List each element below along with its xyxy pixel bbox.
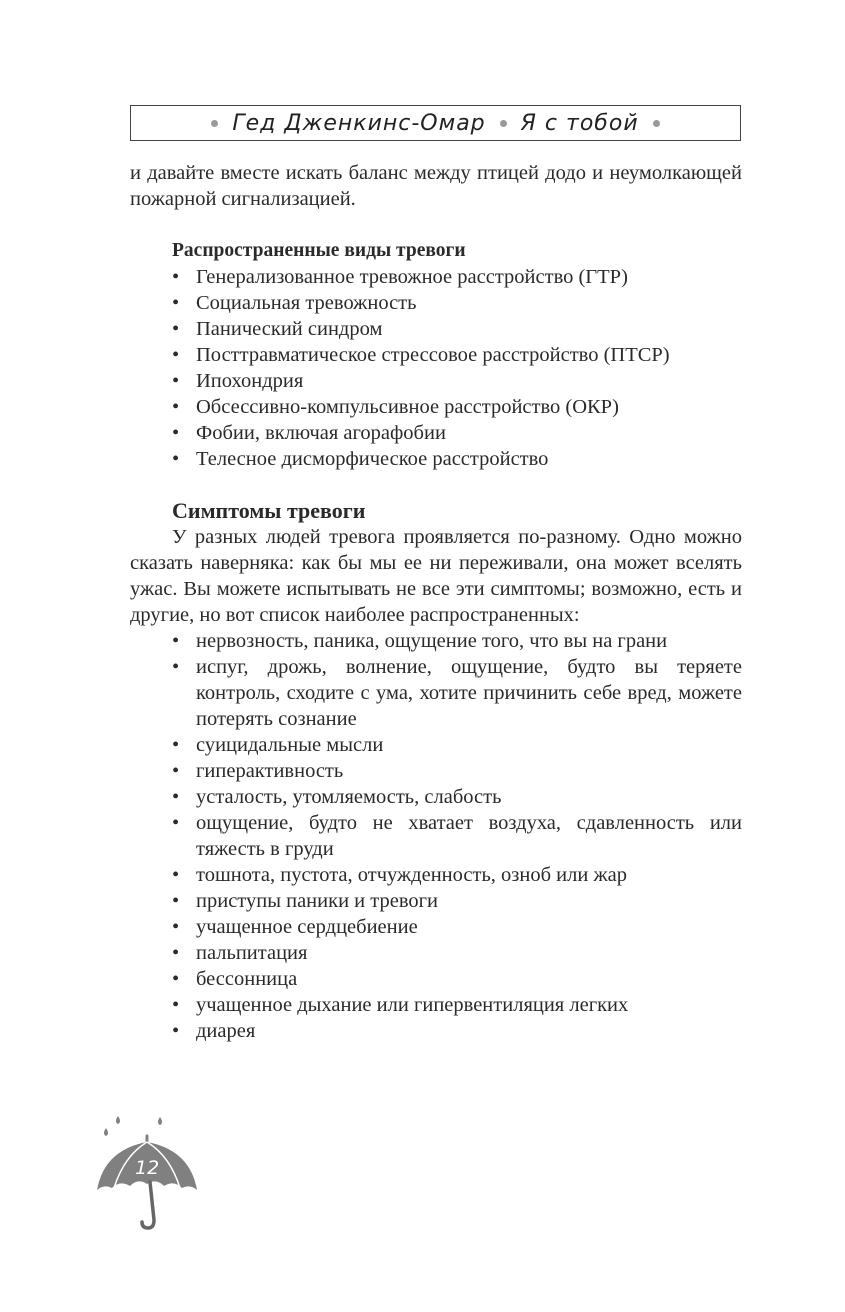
list-item: • нервозность, паника, ощущение того, что вы на грани — [130, 628, 742, 654]
list-item: • испуг, дрожь, волнение, ощущение, будто вы теряете контроль, сходите с ума, хотите причинить себе вред, можете потерять сознание — [130, 654, 742, 732]
header-title: Я с тобой — [520, 110, 639, 136]
raindrop-icon — [158, 1117, 162, 1125]
list-item: • учащенное дыхание или гипервентиляция легких — [130, 992, 742, 1018]
list-item: • гиперактивность — [130, 758, 742, 784]
list-item: • пальпитация — [130, 940, 742, 966]
symptoms-list — [130, 628, 742, 1044]
list-item: • бессонница — [130, 966, 742, 992]
raindrop-icon — [116, 1116, 120, 1124]
list-item: • Панический синдром — [130, 316, 742, 342]
list-item: • Социальная тревожность — [130, 290, 742, 316]
raindrop-icon — [104, 1128, 108, 1136]
list-item: • ощущение, будто не хватает воздуха, сдавленность или тяжесть в груди — [130, 810, 742, 862]
types-list — [130, 264, 742, 472]
intro-paragraph: и давайте вместе искать баланс между птицей додо и неумолкающей пожарной сигнализацией. — [130, 162, 742, 210]
list-item: • усталость, утомляемость, слабость — [130, 784, 742, 810]
list-item: • Посттравматическое стрессовое расстройство (ПТСР) — [130, 342, 742, 368]
header-author: Гед Дженкинс-Омар — [232, 110, 486, 136]
bullet-dot-icon — [653, 120, 660, 127]
list-item: • диарея — [130, 1018, 742, 1044]
list-item: • учащенное сердцебиение — [130, 914, 742, 940]
list-item: • Телесное дисморфическое расстройство — [130, 446, 742, 472]
bullet-dot-icon — [500, 120, 507, 127]
list-item: • Обсессивно-компульсивное расстройство (ОКР) — [130, 394, 742, 420]
list-item: • Ипохондрия — [130, 368, 742, 394]
umbrella-icon — [92, 1112, 202, 1232]
bullet-dot-icon — [211, 120, 218, 127]
symptoms-paragraph: У разных людей тревога проявляется по-разному. Одно можно сказать наверняка: как бы мы ее ни переживали, она может вселять ужас. Вы можете испытывать не все эти симптомы; возможно, есть и другие, но вот список наиболее распространенных: — [130, 526, 742, 626]
symptoms-heading: Симптомы тревоги — [172, 498, 366, 523]
list-item: • суицидальные мысли — [130, 732, 742, 758]
list-item: • тошнота, пустота, отчужденность, озноб или жар — [130, 862, 742, 888]
list-item: • Фобии, включая агорафобии — [130, 420, 742, 446]
page-number: 12 — [135, 1157, 160, 1179]
list-item: • приступы паники и тревоги — [130, 888, 742, 914]
list-item: • Генерализованное тревожное расстройство (ГТР) — [130, 264, 742, 290]
running-head — [130, 105, 741, 141]
page-content — [130, 160, 742, 1044]
types-heading: Распространенные виды тревоги — [172, 240, 466, 261]
page-number-badge — [92, 1112, 202, 1232]
